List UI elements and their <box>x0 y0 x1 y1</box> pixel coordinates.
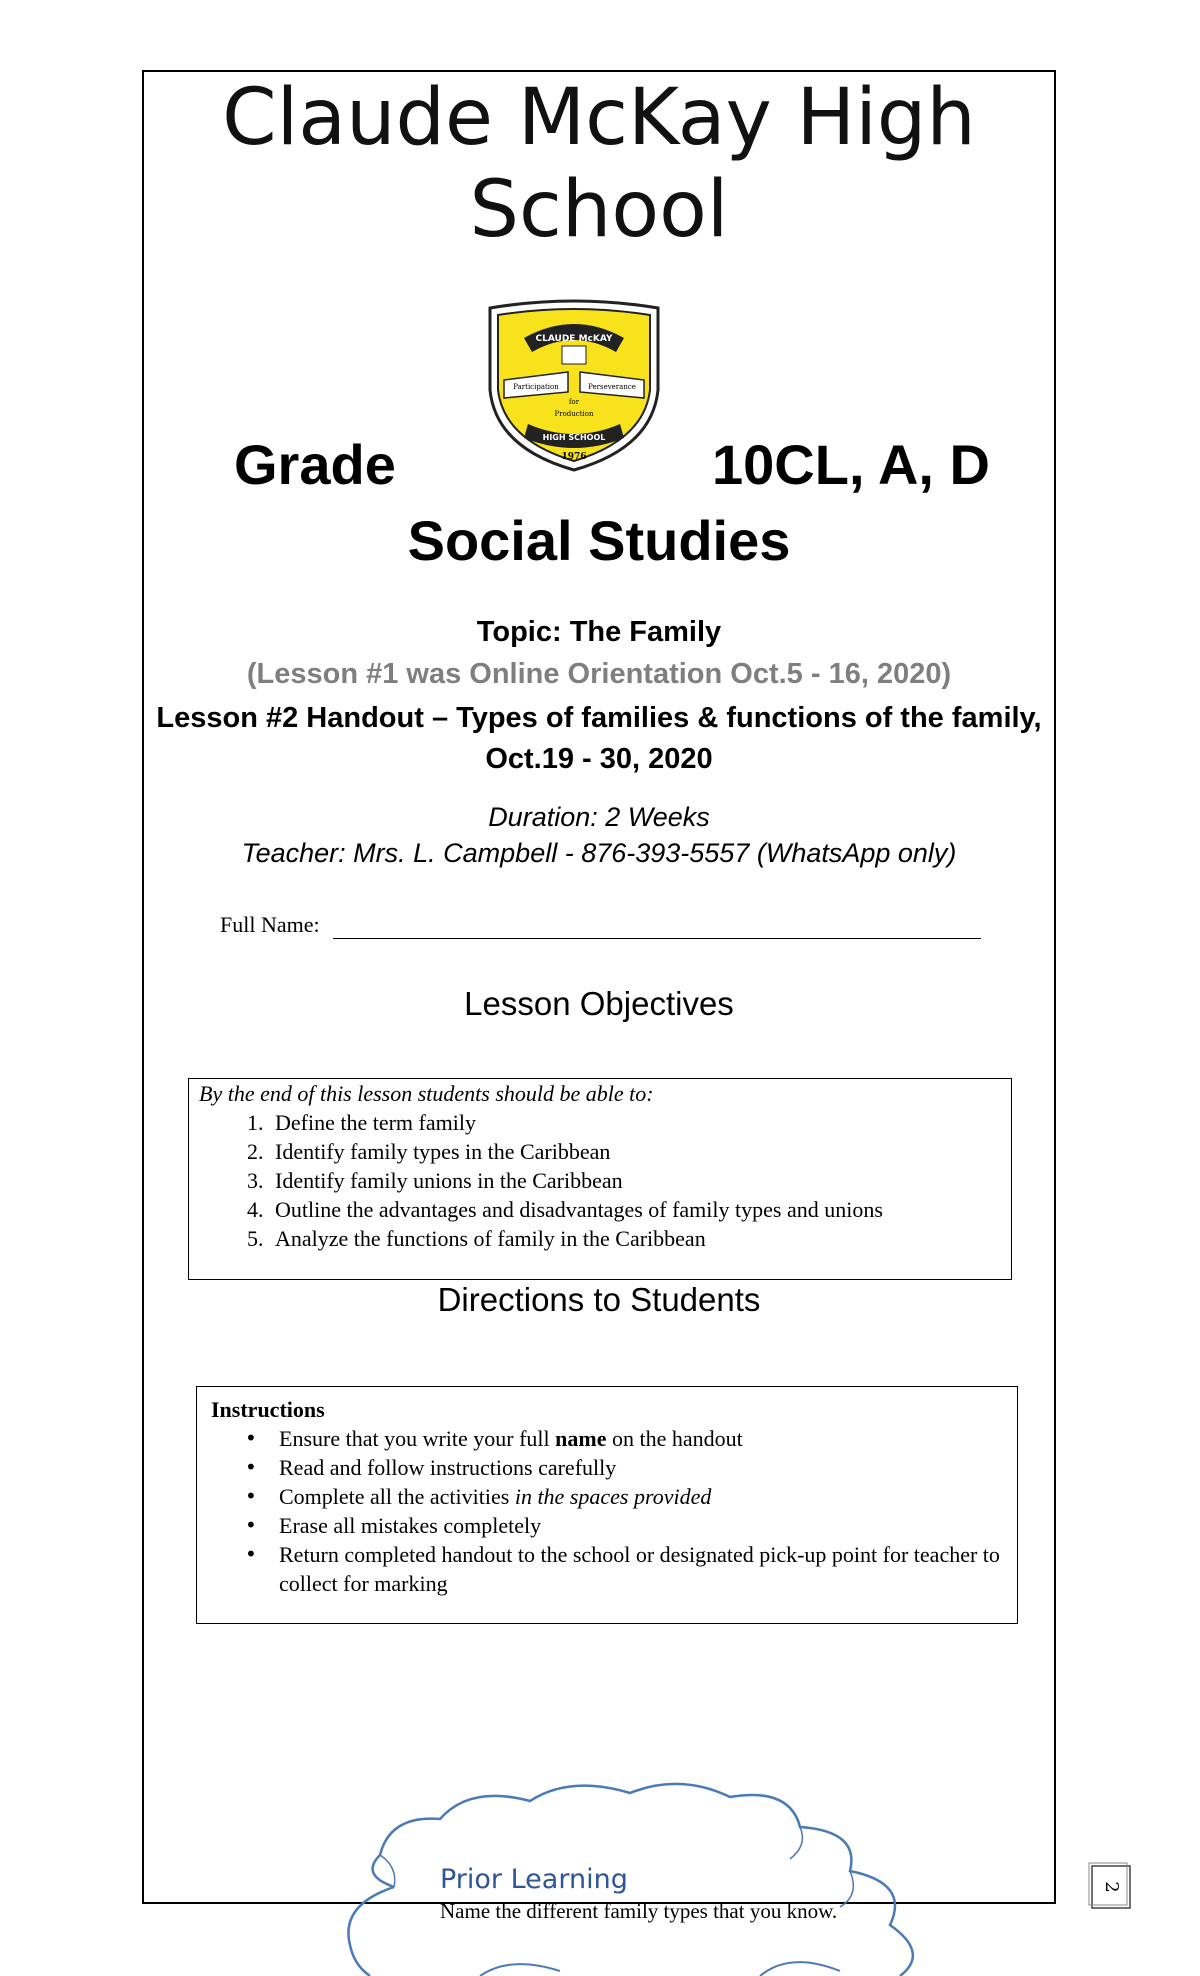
teacher-contact: Teacher: Mrs. L. Campbell - 876-393-5557 (WhatsApp only) <box>241 838 957 868</box>
prior-learning-title: Prior Learning <box>440 1864 628 1895</box>
list-item: 4. Outline the advantages and disadvantages of family types and unions <box>269 1195 1001 1224</box>
list-item: 1. Define the term family <box>269 1108 1001 1137</box>
objectives-box <box>188 1078 1012 1280</box>
svg-text:Participation: Participation <box>513 383 559 391</box>
svg-text:for: for <box>568 398 580 406</box>
objectives-list <box>199 1108 1001 1253</box>
item-text: Complete all the activities <box>279 1484 510 1509</box>
svg-text:1976: 1976 <box>561 452 587 462</box>
school-name: Claude McKay High School <box>222 73 976 255</box>
item-text: on the handout <box>612 1426 743 1451</box>
prior-learning-text: Name the different family types that you know. <box>440 1899 838 1923</box>
prior-learning-cloud <box>320 1775 1020 1976</box>
lesson2-title: Lesson #2 Handout – Types of families & functions of the family, Oct.19 - 30, 2020 <box>156 702 1042 775</box>
item-text-italic: in the spaces provided <box>514 1484 712 1509</box>
list-item: 5. Analyze the functions of family in the Caribbean <box>269 1224 1001 1253</box>
list-item: 2. Identify family types in the Caribbean <box>269 1137 1001 1166</box>
objectives-intro: By the end of this lesson students should be able to: <box>199 1081 654 1106</box>
page-number-badge <box>1088 1862 1134 1912</box>
list-item: • Erase all mistakes completely <box>279 1511 1003 1540</box>
list-item <box>279 1424 1003 1453</box>
topic-heading: Topic: The Family <box>476 616 722 648</box>
svg-text:Production: Production <box>554 410 594 418</box>
page-number: 2 <box>1101 1881 1122 1893</box>
list-item <box>279 1482 1003 1511</box>
svg-text:Perseverance: Perseverance <box>588 383 636 391</box>
full-name-label: Full Name: <box>220 912 320 937</box>
objectives-heading: Lesson Objectives <box>464 985 734 1022</box>
list-item: • Return completed handout to the school or designated pick-up point for teacher to collect for marking <box>279 1540 1003 1598</box>
grade-label: Grade <box>234 433 396 496</box>
instructions-title: Instructions <box>211 1397 325 1422</box>
svg-text:CLAUDE McKAY: CLAUDE McKAY <box>535 334 613 344</box>
list-item: 3. Identify family unions in the Caribbean <box>269 1166 1001 1195</box>
duration: Duration: 2 Weeks <box>488 802 710 832</box>
svg-text:HIGH SCHOOL: HIGH SCHOOL <box>542 433 606 442</box>
item-text: Ensure that you write your full <box>279 1426 550 1451</box>
lesson1-note: (Lesson #1 was Online Orientation Oct.5 - 16, 2020) <box>246 658 952 690</box>
full-name-input-line[interactable] <box>333 938 981 939</box>
list-item: • Read and follow instructions carefully <box>279 1453 1003 1482</box>
school-crest-logo <box>484 298 664 473</box>
instructions-list <box>211 1424 1003 1598</box>
item-text-bold: name <box>555 1426 607 1451</box>
instructions-box <box>196 1386 1018 1624</box>
grade-classes: 10CL, A, D <box>712 433 990 496</box>
directions-heading: Directions to Students <box>437 1281 761 1318</box>
subject-title: Social Studies <box>407 509 791 572</box>
